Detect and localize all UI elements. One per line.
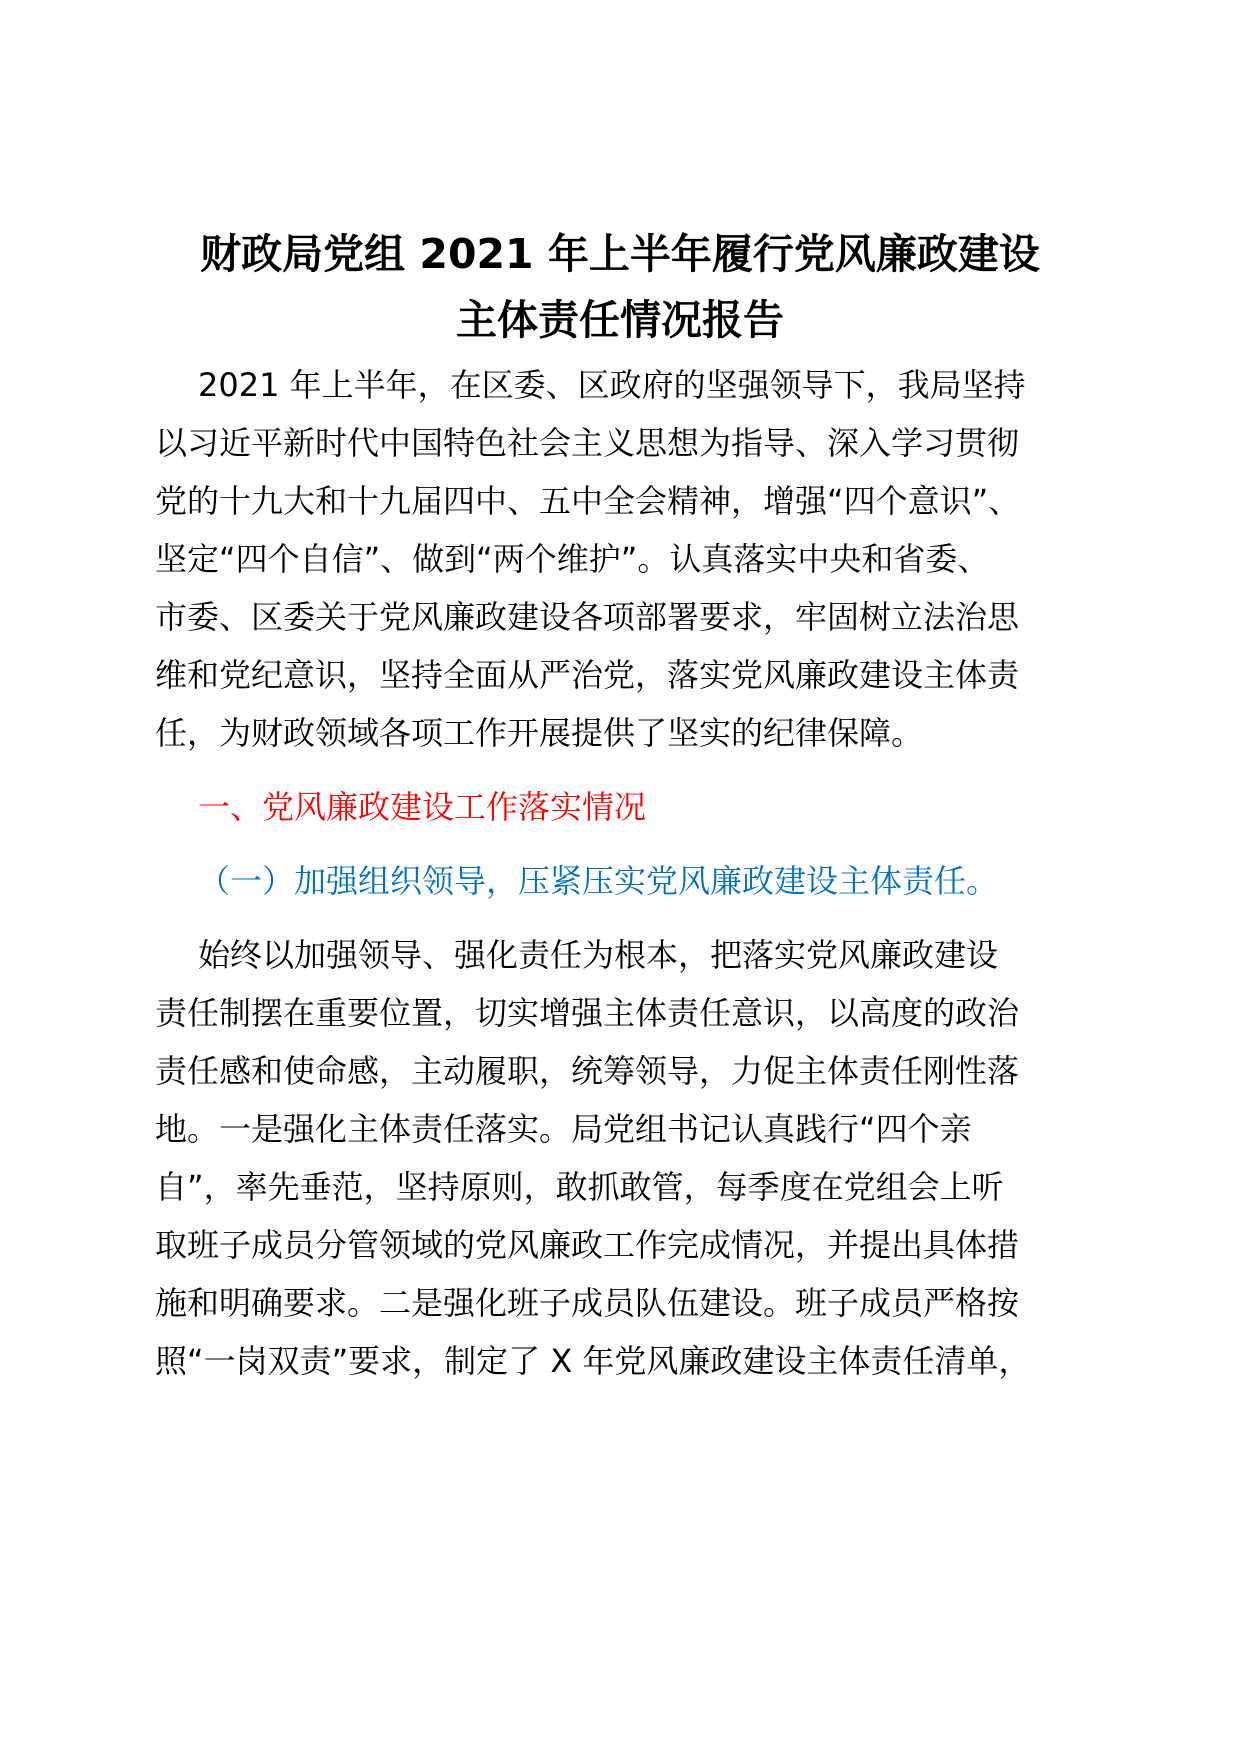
intro-line: 2021 年上半年，在区委、区政府的坚强领导下，我局坚持 <box>198 366 1026 404</box>
body-line: 责任制摆在重要位置，切实增强主体责任意识，以高度的政治 <box>155 994 1020 1032</box>
body-line: 施和明确要求。二是强化班子成员队伍建设。班子成员严格按 <box>155 1284 1020 1322</box>
section-heading: 一、党风廉政建设工作落实情况 <box>198 788 647 826</box>
intro-line: 市委、区委关于党风廉政建设各项部署要求，牢固树立法治思 <box>155 598 1020 636</box>
body-line: 取班子成员分管领域的党风廉政工作完成情况，并提出具体措 <box>155 1226 1020 1264</box>
intro-line: 以习近平新时代中国特色社会主义思想为指导、深入学习贯彻 <box>155 424 1020 462</box>
intro-line: 维和党纪意识，坚持全面从严治党，落实党风廉政建设主体责 <box>155 656 1020 694</box>
intro-line: 坚定“四个自信”、做到“两个维护”。认真落实中央和省委、 <box>155 540 990 578</box>
body-line: 始终以加强领导、强化责任为根本，把落实党风廉政建设 <box>198 936 999 974</box>
intro-line: 任，为财政领域各项工作开展提供了坚实的纪律保障。 <box>155 714 924 752</box>
body-line: 责任感和使命感，主动履职，统筹领导，力促主体责任刚性落 <box>155 1052 1020 1090</box>
document-title-line-2: 主体责任情况报告 <box>456 296 784 344</box>
body-line: 地。一是强化主体责任落实。局党组书记认真践行“四个亲 <box>155 1110 972 1148</box>
subsection-heading: （一）加强组织领导，压紧压实党风廉政建设主体责任。 <box>198 862 999 900</box>
document-title-line-1: 财政局党组 2021 年上半年履行党风廉政建设 <box>200 230 1040 278</box>
body-line: 自”，率先垂范，坚持原则，敢抓敢管，每季度在党组会上听 <box>155 1168 1004 1206</box>
body-line: 照“一岗双责”要求，制定了 X 年党风廉政建设主体责任清单， <box>155 1342 1031 1380</box>
intro-line: 党的十九大和十九届四中、五中全会精神，增强“四个意识”、 <box>155 482 1021 520</box>
